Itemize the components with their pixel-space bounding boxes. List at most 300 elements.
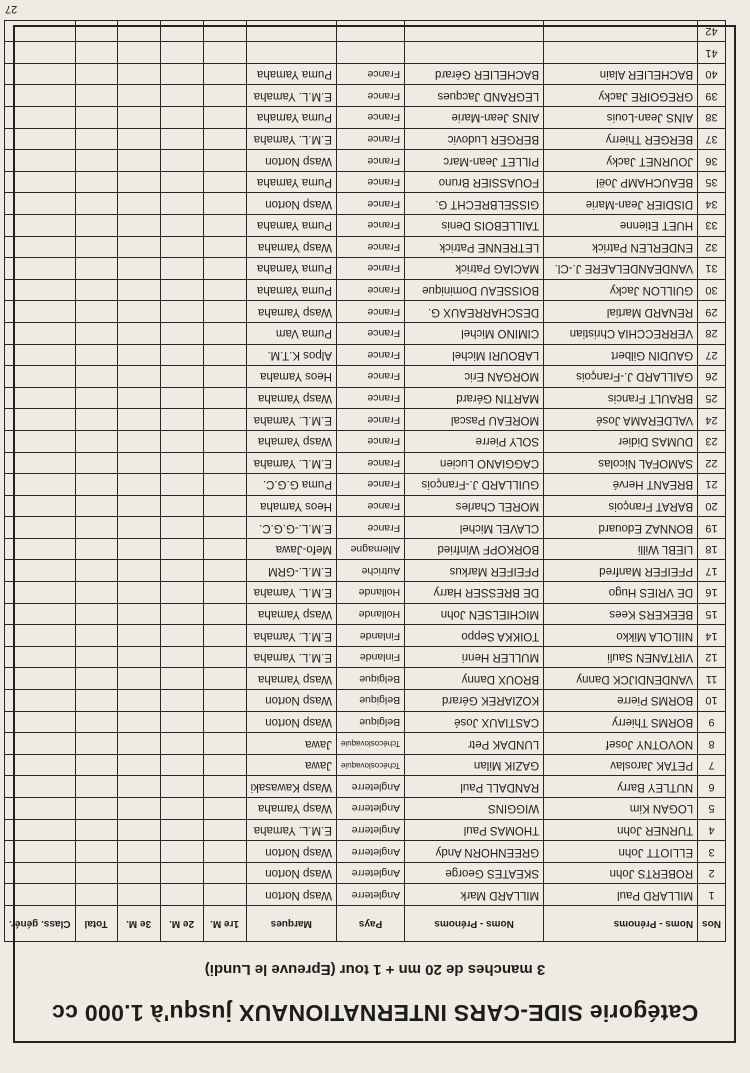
race-2-result	[160, 776, 203, 798]
table-row	[4, 517, 725, 539]
table-row	[4, 107, 725, 129]
passenger-name: MILLARD Mark	[405, 884, 544, 906]
entry-number: 38	[698, 107, 726, 129]
make: E.M.L. Yamaha	[246, 582, 336, 604]
general-ranking	[4, 819, 75, 841]
make: Wasp Yamaha	[246, 387, 336, 409]
general-ranking	[4, 150, 75, 172]
table-row	[4, 258, 725, 280]
race-3-result	[117, 495, 160, 517]
race-1-result	[203, 20, 246, 42]
race-1-result	[203, 690, 246, 712]
entry-number: 14	[698, 625, 726, 647]
race-2-result	[160, 409, 203, 431]
table-row	[4, 85, 725, 107]
entry-number: 26	[698, 366, 726, 388]
race-2-result	[160, 495, 203, 517]
table-header	[4, 906, 725, 942]
driver-name: GAILLARD J.-François	[544, 366, 698, 388]
make: Wasp Kawasaki	[246, 776, 336, 798]
total-result	[75, 690, 117, 712]
entry-number: 17	[698, 560, 726, 582]
make: E.M.L. Yamaha	[246, 128, 336, 150]
driver-name: BONNAZ Edouard	[544, 517, 698, 539]
table-row	[4, 452, 725, 474]
race-1-result	[203, 582, 246, 604]
passenger-name: CAGGIANO Lucien	[405, 452, 544, 474]
race-1-result	[203, 387, 246, 409]
race-3-result	[117, 171, 160, 193]
passenger-name: PILLET Jean-Marc	[405, 150, 544, 172]
table-row	[4, 430, 725, 452]
passenger-name: MORGAN Eric	[405, 366, 544, 388]
driver-name: BACHELIER Alain	[544, 63, 698, 85]
total-result	[75, 171, 117, 193]
entry-number: 36	[698, 150, 726, 172]
country: Finlande	[336, 646, 404, 668]
country: France	[336, 517, 404, 539]
entry-number: 29	[698, 301, 726, 323]
driver-name: SAMOFAL Nicolas	[544, 452, 698, 474]
race-1-result	[203, 798, 246, 820]
make: Wasp Norton	[246, 841, 336, 863]
race-3-result	[117, 603, 160, 625]
race-1-result	[203, 301, 246, 323]
passenger-name: CIMINO Michel	[405, 322, 544, 344]
make: Puma Yamaha	[246, 279, 336, 301]
race-1-result	[203, 430, 246, 452]
passenger-name: MICHIELSEN John	[405, 603, 544, 625]
race-2-result	[160, 819, 203, 841]
driver-name: NOVOTNY Josef	[544, 733, 698, 755]
general-ranking	[4, 452, 75, 474]
total-result	[75, 63, 117, 85]
table-row	[4, 754, 725, 776]
header-race-3: 3e M.	[117, 906, 160, 942]
driver-name: VALDERAMA José	[544, 409, 698, 431]
race-2-result	[160, 150, 203, 172]
driver-name: BARAT François	[544, 495, 698, 517]
table-row	[4, 776, 725, 798]
driver-name: VANDENDIJCK Danny	[544, 668, 698, 690]
race-3-result	[117, 236, 160, 258]
race-1-result	[203, 625, 246, 647]
country: Belgique	[336, 711, 404, 733]
general-ranking	[4, 128, 75, 150]
race-1-result	[203, 646, 246, 668]
table-row	[4, 711, 725, 733]
total-result	[75, 20, 117, 42]
entry-number: 35	[698, 171, 726, 193]
make: E.M.L. Yamaha	[246, 409, 336, 431]
entry-number: 31	[698, 258, 726, 280]
header-race-1: 1re M.	[203, 906, 246, 942]
race-1-result	[203, 668, 246, 690]
race-1-result	[203, 711, 246, 733]
general-ranking	[4, 171, 75, 193]
total-result	[75, 107, 117, 129]
general-ranking	[4, 862, 75, 884]
header-race-2: 2e M.	[160, 906, 203, 942]
race-1-result	[203, 409, 246, 431]
race-2-result	[160, 884, 203, 906]
country: France	[336, 107, 404, 129]
driver-name: ROBERTS John	[544, 862, 698, 884]
entry-number: 41	[698, 42, 726, 64]
country: France	[336, 128, 404, 150]
general-ranking	[4, 107, 75, 129]
make: Wasp Norton	[246, 193, 336, 215]
entry-number: 23	[698, 430, 726, 452]
country: Angleterre	[336, 798, 404, 820]
race-2-result	[160, 193, 203, 215]
race-3-result	[117, 387, 160, 409]
general-ranking	[4, 582, 75, 604]
race-3-result	[117, 754, 160, 776]
entry-number: 4	[698, 819, 726, 841]
country	[336, 20, 404, 42]
race-2-result	[160, 538, 203, 560]
race-1-result	[203, 193, 246, 215]
table-row	[4, 63, 725, 85]
driver-name: VERRECCHIA Christian	[544, 322, 698, 344]
race-2-result	[160, 862, 203, 884]
race-2-result	[160, 322, 203, 344]
make: Wasp Yamaha	[246, 668, 336, 690]
entry-number: 33	[698, 215, 726, 237]
race-2-result	[160, 668, 203, 690]
country: Autriche	[336, 560, 404, 582]
race-3-result	[117, 582, 160, 604]
race-2-result	[160, 258, 203, 280]
driver-name: DE VRIES Hugo	[544, 582, 698, 604]
race-2-result	[160, 63, 203, 85]
table-row	[4, 538, 725, 560]
country: France	[336, 193, 404, 215]
entry-number: 8	[698, 733, 726, 755]
passenger-name: LEGRAND Jacques	[405, 85, 544, 107]
table-row	[4, 387, 725, 409]
country: Allemagne	[336, 538, 404, 560]
driver-name: BRAULT Francis	[544, 387, 698, 409]
make: Wasp Norton	[246, 690, 336, 712]
race-3-result	[117, 776, 160, 798]
make: Puma Yamaha	[246, 171, 336, 193]
race-3-result	[117, 474, 160, 496]
passenger-name: THOMAS Paul	[405, 819, 544, 841]
table-row	[4, 236, 725, 258]
make: E.M.L. Yamaha	[246, 452, 336, 474]
race-3-result	[117, 301, 160, 323]
table-row	[4, 862, 725, 884]
country: France	[336, 409, 404, 431]
race-2-result	[160, 20, 203, 42]
country: France	[336, 236, 404, 258]
make	[246, 42, 336, 64]
total-result	[75, 430, 117, 452]
driver-name: GREGOIRE Jacky	[544, 85, 698, 107]
total-result	[75, 646, 117, 668]
country: Angleterre	[336, 819, 404, 841]
passenger-name: DE BRESSER Harry	[405, 582, 544, 604]
race-1-result	[203, 517, 246, 539]
entry-number: 27	[698, 344, 726, 366]
header-make: Marques	[246, 906, 336, 942]
race-1-result	[203, 344, 246, 366]
general-ranking	[4, 517, 75, 539]
driver-name: VIRTANEN Sauli	[544, 646, 698, 668]
general-ranking	[4, 733, 75, 755]
header-country: Pays	[336, 906, 404, 942]
driver-name: AINS Jean-Louis	[544, 107, 698, 129]
total-result	[75, 754, 117, 776]
make: E.M.L.-G.G.C.	[246, 517, 336, 539]
race-1-result	[203, 279, 246, 301]
driver-name: BEEKERS Kees	[544, 603, 698, 625]
race-2-result	[160, 107, 203, 129]
driver-name: VANDEANDELAERE J.-Cl.	[544, 258, 698, 280]
total-result	[75, 42, 117, 64]
country: Angleterre	[336, 862, 404, 884]
driver-name: BREANT Hervé	[544, 474, 698, 496]
race-2-result	[160, 798, 203, 820]
entry-number: 16	[698, 582, 726, 604]
total-result	[75, 279, 117, 301]
entry-number: 12	[698, 646, 726, 668]
race-3-result	[117, 884, 160, 906]
race-1-result	[203, 862, 246, 884]
race-1-result	[203, 452, 246, 474]
make: Heos Yamaha	[246, 495, 336, 517]
entry-number: 7	[698, 754, 726, 776]
driver-name: DUMAS Didier	[544, 430, 698, 452]
race-2-result	[160, 625, 203, 647]
race-3-result	[117, 322, 160, 344]
make: E.M.L. Yamaha	[246, 646, 336, 668]
country: France	[336, 452, 404, 474]
passenger-name: RANDALL Paul	[405, 776, 544, 798]
table-row	[4, 733, 725, 755]
race-2-result	[160, 603, 203, 625]
make: Puma Yamaha	[246, 258, 336, 280]
race-3-result	[117, 150, 160, 172]
race-2-result	[160, 171, 203, 193]
make: Puma Yamaha	[246, 107, 336, 129]
race-1-result	[203, 819, 246, 841]
make: E.M.L. Yamaha	[246, 85, 336, 107]
country: France	[336, 430, 404, 452]
passenger-name: GREENHORN Andy	[405, 841, 544, 863]
race-2-result	[160, 128, 203, 150]
total-result	[75, 603, 117, 625]
make: Wasp Norton	[246, 711, 336, 733]
passenger-name: TAILLEBOIS Denis	[405, 215, 544, 237]
table-body	[4, 20, 725, 905]
header-general-ranking: Class. génér.	[4, 906, 75, 942]
total-result	[75, 625, 117, 647]
race-3-result	[117, 258, 160, 280]
general-ranking	[4, 690, 75, 712]
race-1-result	[203, 258, 246, 280]
total-result	[75, 409, 117, 431]
general-ranking	[4, 841, 75, 863]
general-ranking	[4, 215, 75, 237]
passenger-name: KOZIAREK Gérard	[405, 690, 544, 712]
general-ranking	[4, 42, 75, 64]
country: Hollande	[336, 603, 404, 625]
race-2-result	[160, 733, 203, 755]
general-ranking	[4, 193, 75, 215]
race-3-result	[117, 841, 160, 863]
total-result	[75, 862, 117, 884]
table-row	[4, 409, 725, 431]
total-result	[75, 668, 117, 690]
make: Wasp Norton	[246, 150, 336, 172]
race-3-result	[117, 42, 160, 64]
race-3-result	[117, 215, 160, 237]
race-2-result	[160, 344, 203, 366]
make: Wasp Yamaha	[246, 798, 336, 820]
total-result	[75, 819, 117, 841]
table-row	[4, 495, 725, 517]
total-result	[75, 474, 117, 496]
make: E.M.L.-GRM	[246, 560, 336, 582]
general-ranking	[4, 344, 75, 366]
table-row	[4, 42, 725, 64]
driver-name: HUET Etienne	[544, 215, 698, 237]
race-3-result	[117, 646, 160, 668]
table-row	[4, 20, 725, 42]
total-result	[75, 387, 117, 409]
entry-number: 32	[698, 236, 726, 258]
general-ranking	[4, 279, 75, 301]
race-2-result	[160, 517, 203, 539]
driver-name: JOURNET Jacky	[544, 150, 698, 172]
passenger-name: SKEATES George	[405, 862, 544, 884]
country: France	[336, 85, 404, 107]
entry-number: 22	[698, 452, 726, 474]
driver-name: NUTLEY Barry	[544, 776, 698, 798]
driver-name: LOGAN Kim	[544, 798, 698, 820]
entry-number: 21	[698, 474, 726, 496]
table-row	[4, 582, 725, 604]
entry-number: 9	[698, 711, 726, 733]
entry-number: 15	[698, 603, 726, 625]
race-2-result	[160, 236, 203, 258]
passenger-name: BORKOPF Winfried	[405, 538, 544, 560]
make: Wasp Yamaha	[246, 236, 336, 258]
entry-number: 3	[698, 841, 726, 863]
race-1-result	[203, 322, 246, 344]
race-1-result	[203, 603, 246, 625]
country: France	[336, 150, 404, 172]
driver-name: TURNER John	[544, 819, 698, 841]
general-ranking	[4, 884, 75, 906]
entry-number: 11	[698, 668, 726, 690]
table-row	[4, 884, 725, 906]
race-1-result	[203, 85, 246, 107]
entry-number: 5	[698, 798, 726, 820]
race-2-result	[160, 42, 203, 64]
country: Tchécoslovaquie	[336, 733, 404, 755]
country: France	[336, 171, 404, 193]
country: France	[336, 279, 404, 301]
general-ranking	[4, 560, 75, 582]
total-result	[75, 344, 117, 366]
total-result	[75, 236, 117, 258]
make: Wasp Norton	[246, 884, 336, 906]
passenger-name: LABOURI Michel	[405, 344, 544, 366]
passenger-name: BROUX Danny	[405, 668, 544, 690]
race-3-result	[117, 819, 160, 841]
table-row	[4, 841, 725, 863]
entry-number: 6	[698, 776, 726, 798]
total-result	[75, 452, 117, 474]
table-row	[4, 128, 725, 150]
driver-name	[544, 20, 698, 42]
race-3-result	[117, 85, 160, 107]
driver-name: PETAK Jaroslav	[544, 754, 698, 776]
table-row	[4, 171, 725, 193]
total-result	[75, 538, 117, 560]
passenger-name: MULLER Henri	[405, 646, 544, 668]
general-ranking	[4, 711, 75, 733]
race-1-result	[203, 215, 246, 237]
entry-number: 18	[698, 538, 726, 560]
make: Puma Yamaha	[246, 63, 336, 85]
make: Heos Yamaha	[246, 366, 336, 388]
table-row	[4, 668, 725, 690]
race-1-result	[203, 150, 246, 172]
make: Wasp Yamaha	[246, 603, 336, 625]
passenger-name: GUILLARD J.-François	[405, 474, 544, 496]
country: France	[336, 322, 404, 344]
table-row	[4, 819, 725, 841]
general-ranking	[4, 236, 75, 258]
total-result	[75, 366, 117, 388]
general-ranking	[4, 776, 75, 798]
race-1-result	[203, 128, 246, 150]
race-2-result	[160, 582, 203, 604]
country: Hollande	[336, 582, 404, 604]
passenger-name	[405, 20, 544, 42]
race-3-result	[117, 279, 160, 301]
total-result	[75, 711, 117, 733]
driver-name: BORMS Thierry	[544, 711, 698, 733]
passenger-name: CLAVEL Michel	[405, 517, 544, 539]
race-1-result	[203, 107, 246, 129]
race-2-result	[160, 366, 203, 388]
make: Wasp Norton	[246, 862, 336, 884]
race-3-result	[117, 862, 160, 884]
total-result	[75, 582, 117, 604]
make: E.M.L. Yamaha	[246, 625, 336, 647]
general-ranking	[4, 754, 75, 776]
total-result	[75, 733, 117, 755]
total-result	[75, 150, 117, 172]
race-2-result	[160, 430, 203, 452]
entry-number: 37	[698, 128, 726, 150]
driver-name: PFEIFER Manfred	[544, 560, 698, 582]
race-3-result	[117, 128, 160, 150]
entry-number: 20	[698, 495, 726, 517]
total-result	[75, 495, 117, 517]
race-2-result	[160, 646, 203, 668]
country: Angleterre	[336, 884, 404, 906]
race-1-result	[203, 841, 246, 863]
race-1-result	[203, 754, 246, 776]
race-1-result	[203, 366, 246, 388]
